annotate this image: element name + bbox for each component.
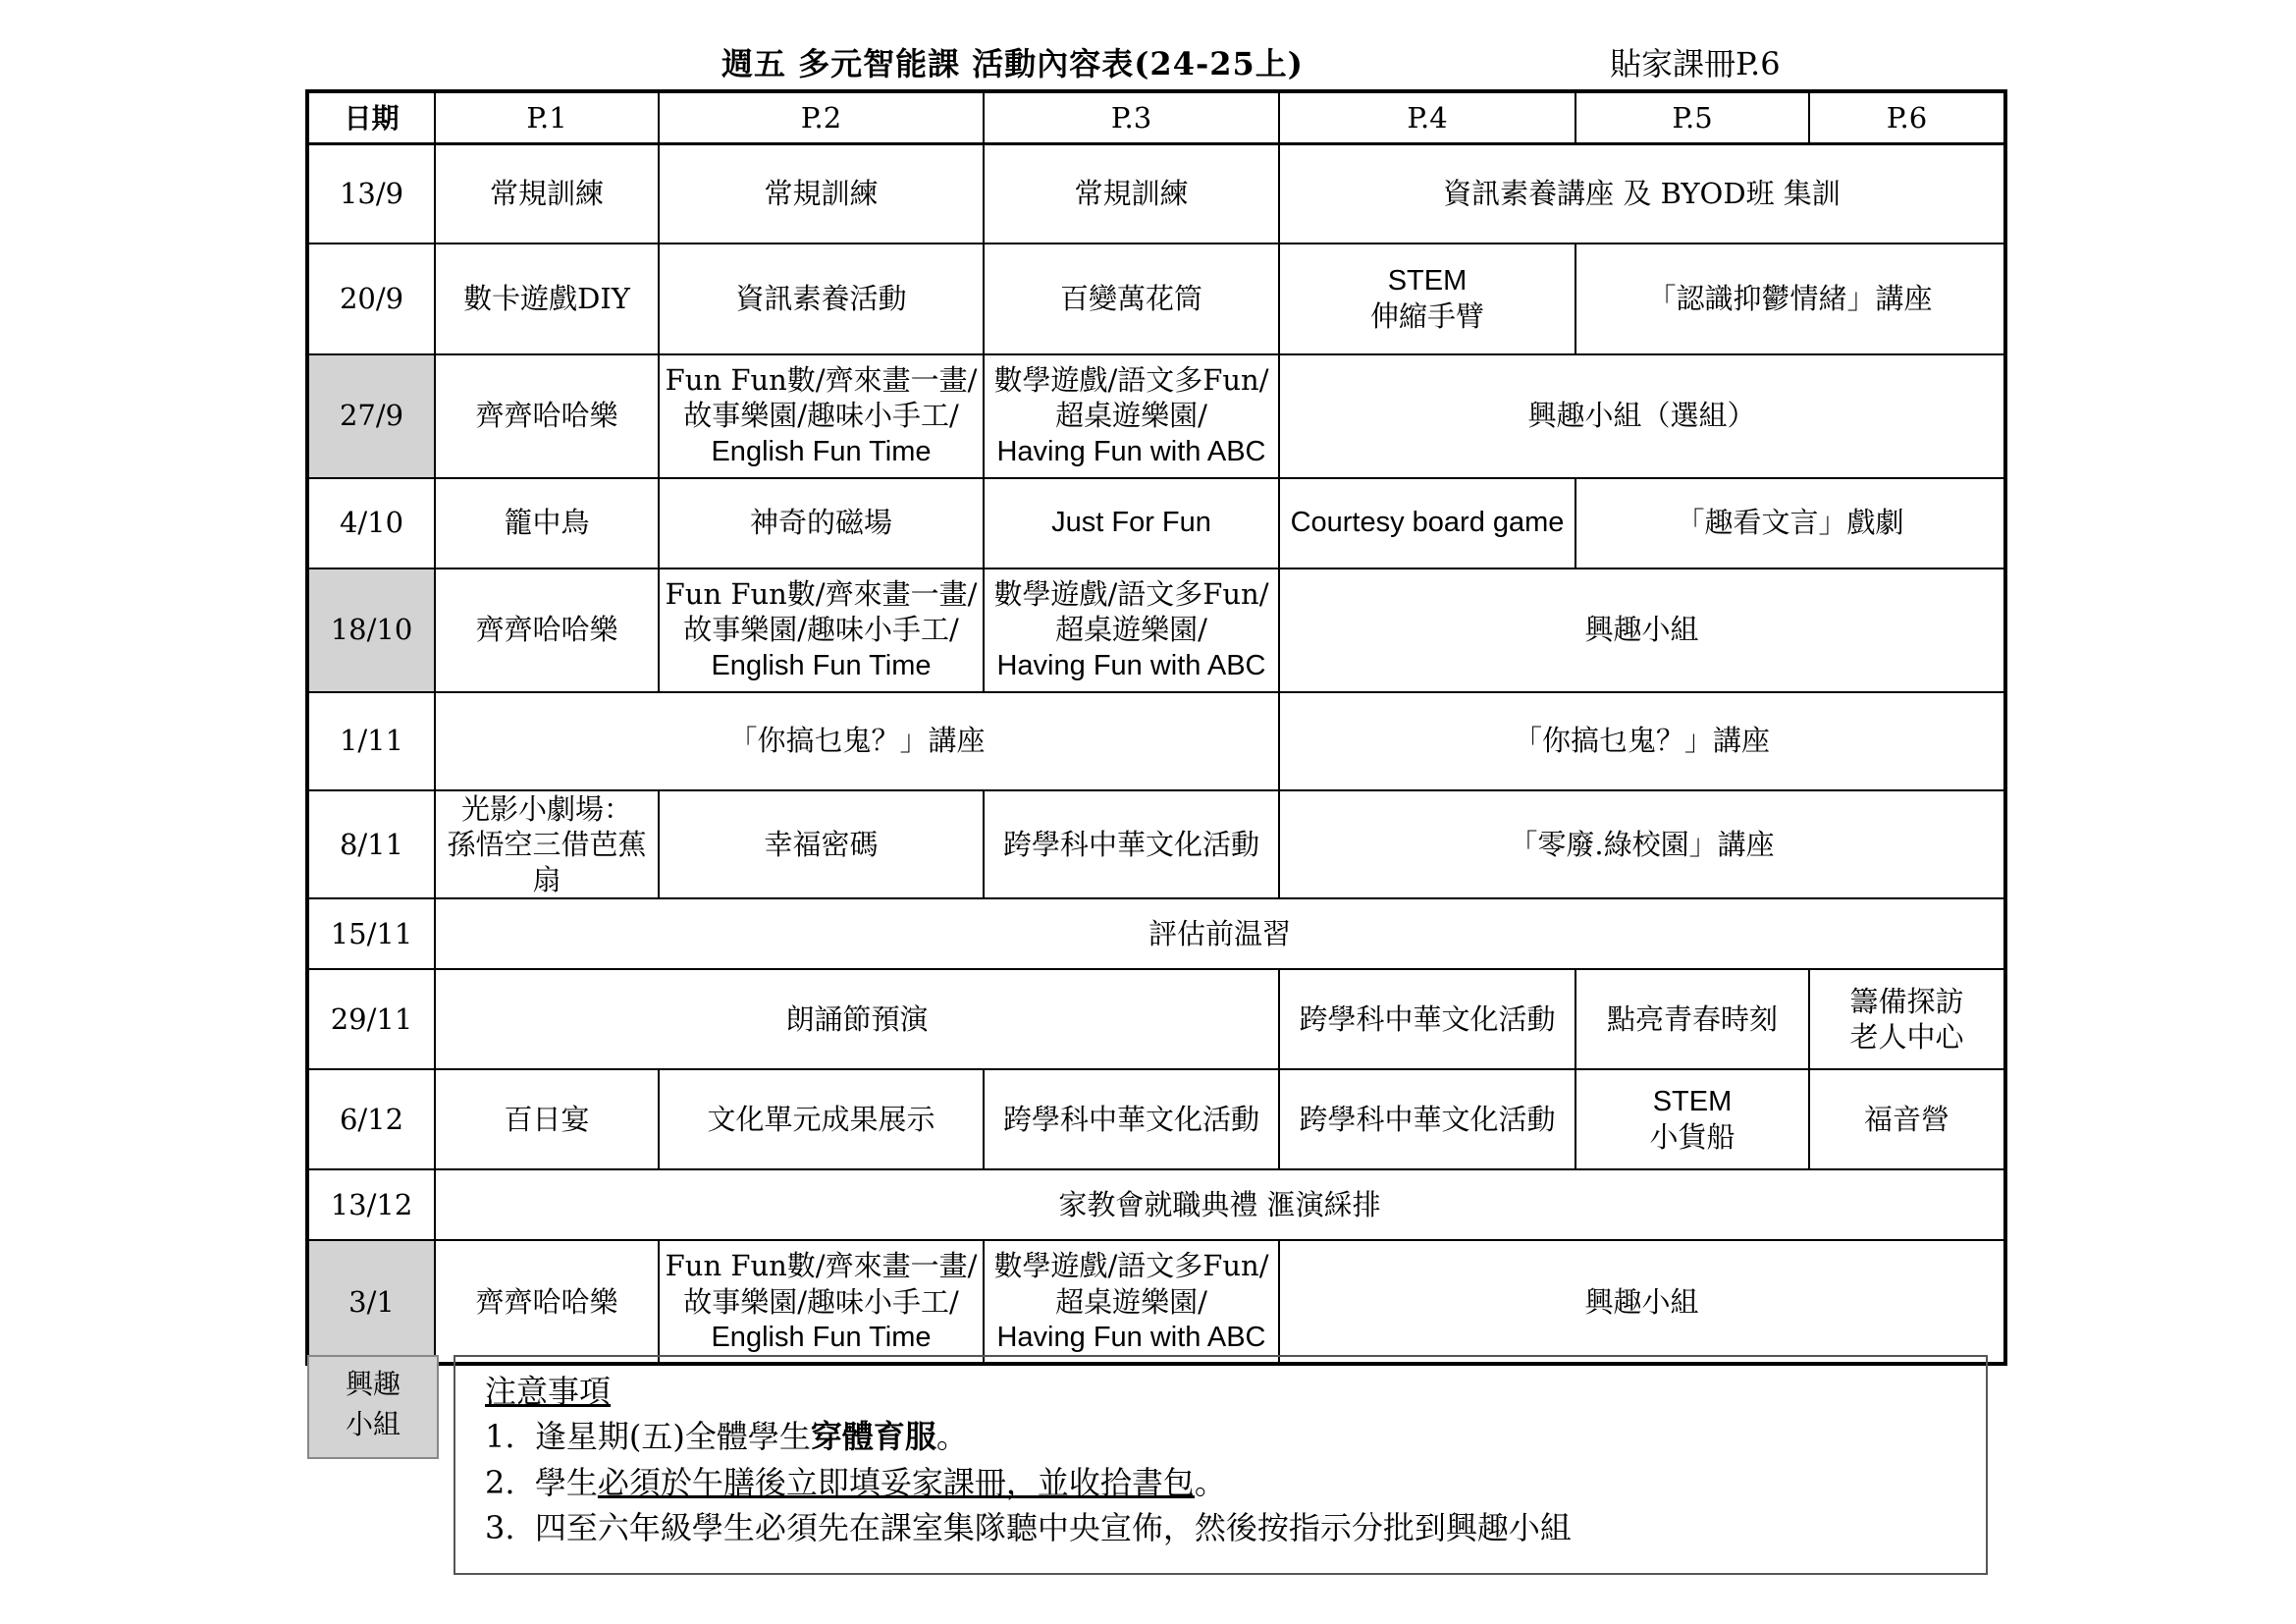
row-date: 3/1 [307, 1240, 435, 1364]
activity-cell: 常規訓練 [984, 144, 1279, 244]
activity-cell: 跨學科中華文化活動 [1279, 969, 1575, 1069]
activity-cell: Courtesy board game [1279, 478, 1575, 568]
table-row [307, 1069, 2005, 1169]
activity-cell: 神奇的磁場 [659, 478, 984, 568]
activity-cell: 文化單元成果展示 [659, 1069, 984, 1169]
activity-line: 孫悟空三借芭蕉扇 [447, 827, 647, 896]
activity-cell: 興趣小組（選組） [1279, 354, 2005, 478]
row-date: 13/12 [307, 1169, 435, 1240]
activity-cell [659, 354, 984, 478]
activity-cell: 常規訓練 [659, 144, 984, 244]
note-text: 四至六年級學生必須先在課室集隊聽中央宣佈，然後按指示分批到興趣小組 [534, 1509, 1572, 1547]
activity-cell: 數卡遊戲DIY [435, 244, 659, 354]
activity-cell: 福音營 [1809, 1069, 2005, 1169]
activity-line: 伸縮手臂 [1369, 299, 1484, 333]
activity-cell [984, 354, 1279, 478]
activity-cell: 資訊素養講座 及 BYOD班 集訓 [1279, 144, 2005, 244]
activity-line: Having Fun with ABC [996, 435, 1266, 467]
activity-line: 超桌遊樂園/ [1055, 399, 1207, 433]
activity-cell [435, 790, 659, 899]
table-row [307, 790, 2005, 899]
activity-line: STEM [1652, 1086, 1733, 1117]
row-date: 8/11 [307, 790, 435, 899]
page-subtitle: 貼家課冊P.6 [1610, 45, 1781, 82]
activity-line: Fun Fun數/齊來畫一畫/ [665, 1249, 978, 1283]
activity-line: Having Fun with ABC [996, 649, 1266, 681]
activity-cell [1279, 244, 1575, 354]
legend-label: 興趣 [345, 1368, 400, 1400]
schedule-table [305, 89, 2007, 1366]
table-row [307, 1169, 2005, 1240]
activity-line: 數學遊戲/語文多Fun/ [993, 577, 1269, 612]
activity-cell [984, 1240, 1279, 1364]
activity-line: 故事樂園/趣味小手工/ [683, 613, 959, 647]
table-row [307, 898, 2005, 969]
activity-line: 數學遊戲/語文多Fun/ [993, 1249, 1269, 1283]
table-row [307, 354, 2005, 478]
activity-line: 超桌遊樂園/ [1055, 1284, 1207, 1319]
table-row [307, 478, 2005, 568]
activity-cell [1575, 1069, 1809, 1169]
table-row [307, 244, 2005, 354]
activity-cell: 齊齊哈哈樂 [435, 568, 659, 692]
activity-cell: 跨學科中華文化活動 [984, 790, 1279, 899]
activity-line: English Fun Time [711, 435, 932, 467]
activity-cell: 幸福密碼 [659, 790, 984, 899]
note-text: 逢星期(五)全體學生 [534, 1418, 811, 1456]
table-row [307, 692, 2005, 790]
activity-line: Having Fun with ABC [996, 1321, 1266, 1353]
activity-cell: 「你搞乜鬼？」講座 [1279, 692, 2005, 790]
activity-cell: 「你搞乜鬼？」講座 [435, 692, 1279, 790]
table-row [307, 568, 2005, 692]
activity-cell: 百日宴 [435, 1069, 659, 1169]
activity-cell: 常規訓練 [435, 144, 659, 244]
activity-line: Fun Fun數/齊來畫一畫/ [665, 577, 978, 612]
column-header-date: 日期 [307, 91, 435, 144]
activity-line: 超桌遊樂園/ [1055, 613, 1207, 647]
note-underlined: 必須於午膳後立即填妥家課冊，並收拾書包 [597, 1463, 1195, 1501]
column-header-p6: P.6 [1809, 91, 2005, 144]
row-date: 20/9 [307, 244, 435, 354]
activity-cell: 資訊素養活動 [659, 244, 984, 354]
activity-line: Fun Fun數/齊來畫一畫/ [665, 363, 978, 398]
column-header-p5: P.5 [1575, 91, 1809, 144]
column-header-p2: P.2 [659, 91, 984, 144]
column-header-p3: P.3 [984, 91, 1279, 144]
activity-cell [659, 568, 984, 692]
note-text: 。 [935, 1418, 968, 1456]
activity-cell [984, 568, 1279, 692]
activity-line: 光影小劇場： [460, 791, 632, 826]
activity-cell: 「趣看文言」戲劇 [1575, 478, 2005, 568]
note-item [485, 1414, 1956, 1459]
activity-line: 籌備探訪 [1849, 985, 1964, 1018]
activity-line: 小貨船 [1649, 1120, 1735, 1155]
column-header-p4: P.4 [1279, 91, 1575, 144]
note-item [485, 1505, 1956, 1550]
activity-cell: 齊齊哈哈樂 [435, 354, 659, 478]
notes-heading: 注意事項 [485, 1373, 612, 1410]
row-date: 6/12 [307, 1069, 435, 1169]
activity-cell: 齊齊哈哈樂 [435, 1240, 659, 1364]
row-date: 18/10 [307, 568, 435, 692]
activity-cell: 籠中鳥 [435, 478, 659, 568]
table-row [307, 969, 2005, 1069]
activity-cell: 「零廢.綠校園」講座 [1279, 790, 2005, 899]
activity-cell [1809, 969, 2005, 1069]
note-emphasis: 穿體育服 [810, 1418, 936, 1456]
activity-cell: 點亮青春時刻 [1575, 969, 1809, 1069]
activity-line: 故事樂園/趣味小手工/ [683, 1284, 959, 1319]
note-number: 1. [485, 1418, 515, 1456]
note-number: 2. [485, 1463, 515, 1501]
note-text: 。 [1194, 1463, 1226, 1501]
activity-cell [659, 1240, 984, 1364]
note-item [485, 1460, 1956, 1505]
activity-cell: 評估前温習 [435, 898, 2005, 969]
activity-cell: Just For Fun [984, 478, 1279, 568]
activity-line: English Fun Time [711, 649, 932, 681]
table-row [307, 1240, 2005, 1364]
activity-cell: 跨學科中華文化活動 [984, 1069, 1279, 1169]
activity-line: STEM [1387, 264, 1468, 297]
activity-line: 數學遊戲/語文多Fun/ [993, 363, 1269, 398]
row-date: 1/11 [307, 692, 435, 790]
row-date: 13/9 [307, 144, 435, 244]
column-header-p1: P.1 [435, 91, 659, 144]
row-date: 29/11 [307, 969, 435, 1069]
legend-box [307, 1355, 439, 1459]
page-title: 週五 多元智能課 活動內容表(24-25上) [721, 45, 1304, 82]
activity-line: English Fun Time [711, 1321, 932, 1353]
row-date: 4/10 [307, 478, 435, 568]
row-date: 15/11 [307, 898, 435, 969]
activity-cell: 「認識抑鬱情緒」講座 [1575, 244, 2005, 354]
notes-box [454, 1355, 1988, 1575]
activity-cell: 興趣小組 [1279, 1240, 2005, 1364]
activity-cell: 朗誦節預演 [435, 969, 1279, 1069]
table-row [307, 144, 2005, 244]
activity-cell: 家教會就職典禮 滙演綵排 [435, 1169, 2005, 1240]
activity-cell: 跨學科中華文化活動 [1279, 1069, 1575, 1169]
note-number: 3. [485, 1509, 515, 1547]
table-header-row [307, 91, 2005, 144]
activity-line: 故事樂園/趣味小手工/ [683, 399, 959, 433]
activity-cell: 興趣小組 [1279, 568, 2005, 692]
legend-label: 小組 [345, 1407, 400, 1440]
activity-line: 老人中心 [1849, 1020, 1964, 1055]
activity-cell: 百變萬花筒 [984, 244, 1279, 354]
row-date: 27/9 [307, 354, 435, 478]
note-text: 學生 [534, 1463, 598, 1501]
